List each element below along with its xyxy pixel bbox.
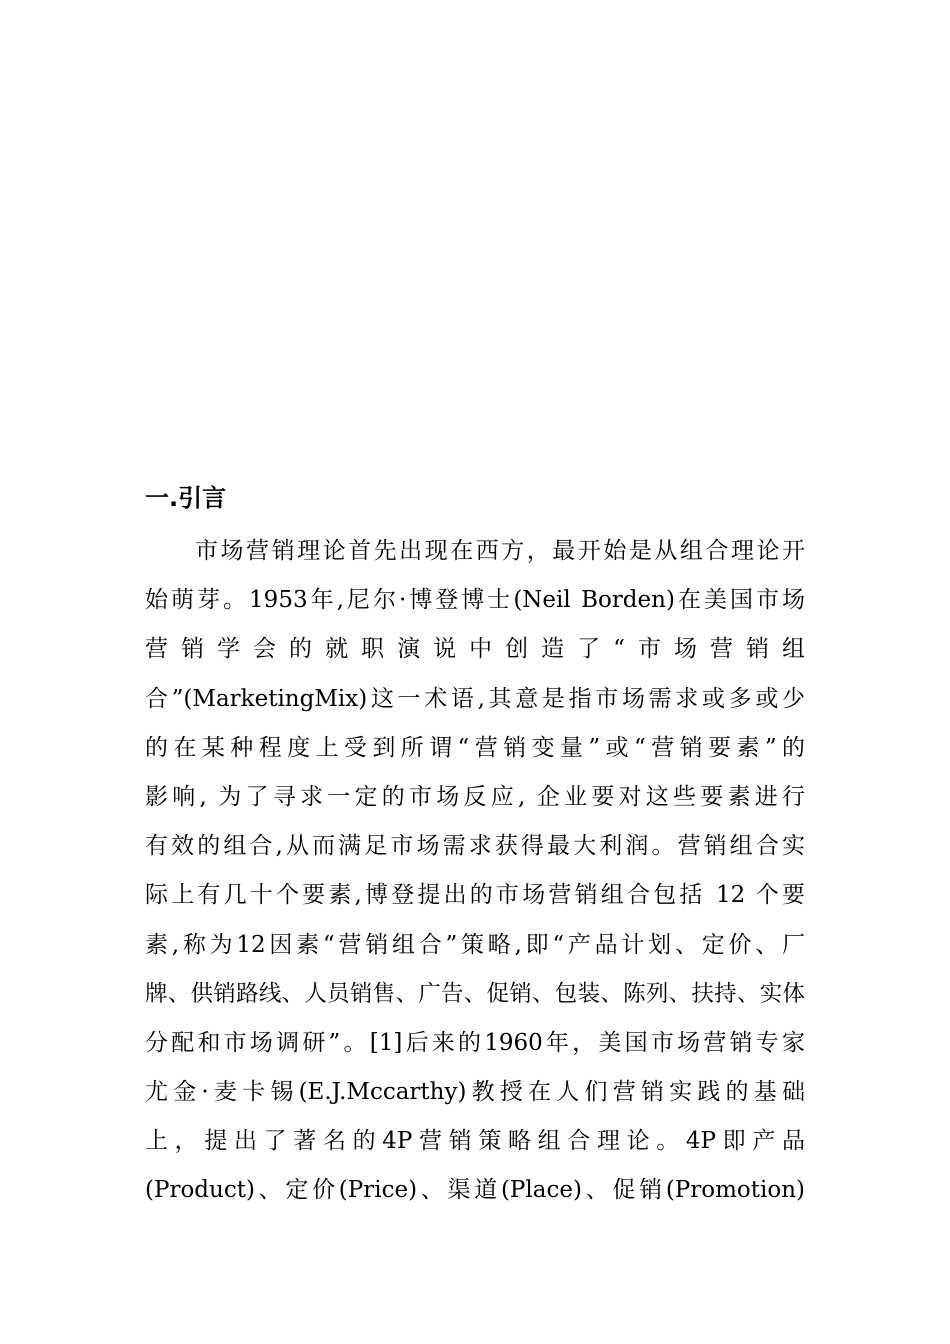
paragraph-line: 有效的组合,从而满足市场需求获得最大利润。营销组合实 [145,833,805,860]
paragraph-line: 影响, 为了寻求一定的市场反应, 企业要对这些要素进行 [145,783,805,810]
paragraph-line: 合”(MarketingMix)这一术语,其意是指市场需求或多或少 [145,685,805,712]
paragraph-line: 始萌芽。1953年,尼尔·博登博士(Neil Borden)在美国市场 [145,587,805,614]
paragraph-line: (Product)、定价(Price)、渠道(Place)、促销(Promotion) [145,1177,805,1204]
paragraph-line: 市场营销理论首先出现在西方，最开始是从组合理论开 [195,538,805,564]
paragraph-line: 的在某种程度上受到所谓“营销变量”或“营销要素”的 [145,734,805,761]
paragraph-line: 分配和市场调研”。[1]后来的1960年，美国市场营销专家 [145,1029,805,1056]
paragraph-line: 营销学会的就职演说中创造了“市场营销组 [145,636,805,663]
paragraph-line: 尤金·麦卡锡(E.J.Mccarthy)教授在人们营销实践的基础 [145,1079,805,1106]
paragraph-line: 际上有几十个要素,博登提出的市场营销组合包括 12 个要 [145,882,805,909]
body-paragraph [145,527,805,1216]
paragraph-line: 上，提出了著名的4P营销策略组合理论。4P即产品 [145,1128,805,1155]
paragraph-line: 素,称为12因素“营销组合”策略,即“产品计划、定价、厂 [145,931,805,958]
paragraph-line: 牌、供销路线、人员销售、广告、促销、包装、陈列、扶持、实体 [145,980,805,1007]
section-heading: 一.引言 [145,484,227,512]
